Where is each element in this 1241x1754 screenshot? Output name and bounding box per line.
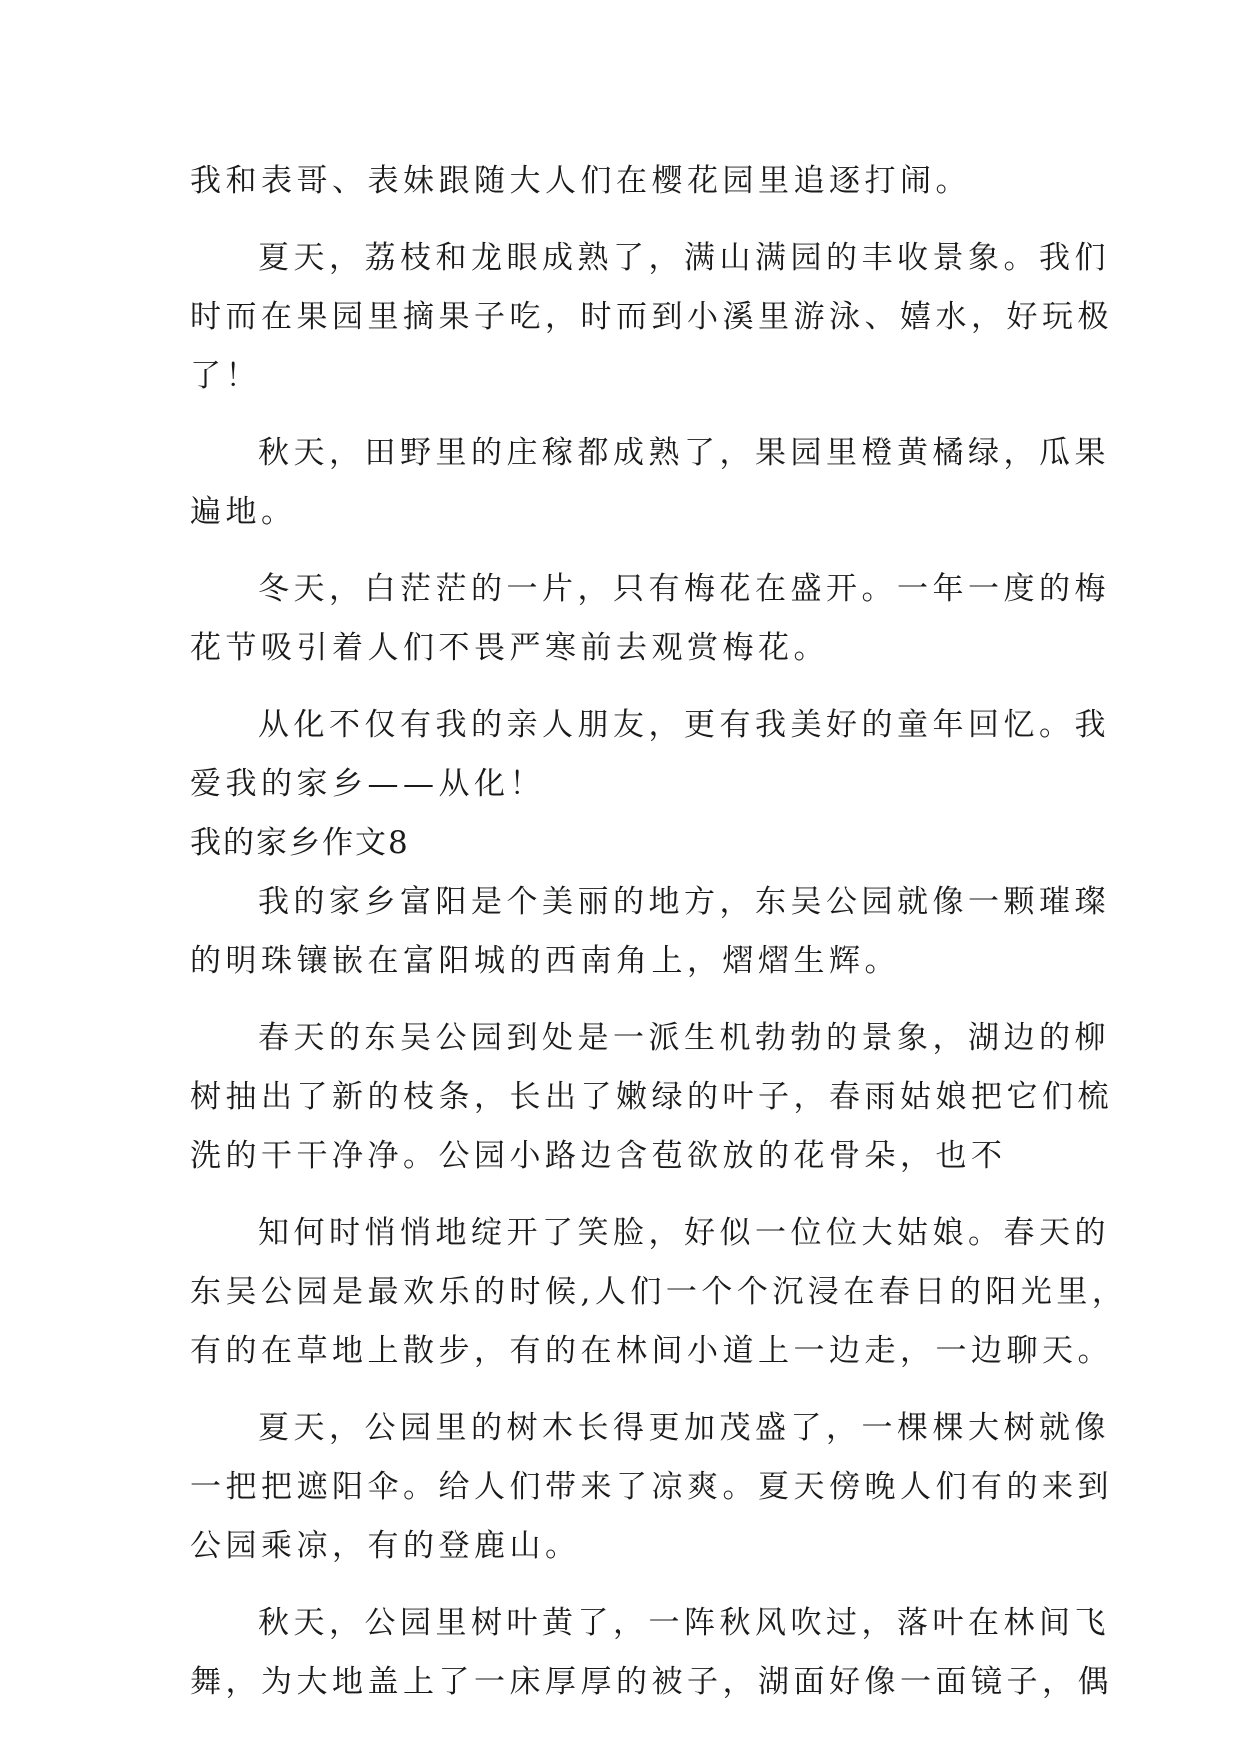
text-line: 时而在果园里摘果子吃，时而到小溪里游泳、嬉水，好玩极 <box>190 299 1113 335</box>
paragraph-start-line: 秋天，田野里的庄稼都成熟了，果园里橙黄橘绿，瓜果 <box>258 435 1110 471</box>
text-line: 了！ <box>190 358 261 394</box>
text-line: 舞，为大地盖上了一床厚厚的被子，湖面好像一面镜子，偶 <box>190 1664 1113 1700</box>
paragraph-start-line: 春天的东吴公园到处是一派生机勃勃的景象，湖边的柳 <box>258 1020 1110 1056</box>
section-title: 我的家乡作文8 <box>190 825 410 861</box>
paragraph-start-line: 秋天，公园里树叶黄了，一阵秋风吹过，落叶在林间飞 <box>258 1605 1110 1641</box>
text-line: 我和表哥、表妹跟随大人们在樱花园里追逐打闹。 <box>190 163 971 199</box>
paragraph-start-line: 知何时悄悄地绽开了笑脸，好似一位位大姑娘。春天的 <box>258 1215 1110 1251</box>
paragraph-start-line: 冬天，白茫茫的一片，只有梅花在盛开。一年一度的梅 <box>258 571 1110 607</box>
text-line: 公园乘凉，有的登鹿山。 <box>190 1528 581 1564</box>
text-line: 一把把遮阳伞。给人们带来了凉爽。夏天傍晚人们有的来到 <box>190 1469 1113 1505</box>
paragraph-start-line: 我的家乡富阳是个美丽的地方，东吴公园就像一颗璀璨 <box>258 884 1110 920</box>
paragraph-start-line: 夏天，荔枝和龙眼成熟了，满山满园的丰收景象。我们 <box>258 240 1110 276</box>
text-line: 花节吸引着人们不畏严寒前去观赏梅花。 <box>190 630 829 666</box>
paragraph-start-line: 夏天，公园里的树木长得更加茂盛了，一棵棵大树就像 <box>258 1410 1110 1446</box>
text-line: 的明珠镶嵌在富阳城的西南角上，熠熠生辉。 <box>190 943 900 979</box>
document-body <box>190 152 1128 1712</box>
text-line: 爱我的家乡——从化！ <box>190 766 545 802</box>
text-line: 东吴公园是最欢乐的时候,人们一个个沉浸在春日的阳光里， <box>190 1274 1128 1310</box>
text-line: 遍地。 <box>190 494 297 530</box>
paragraph-start-line: 从化不仅有我的亲人朋友，更有我美好的童年回忆。我 <box>258 707 1110 743</box>
text-line: 树抽出了新的枝条，长出了嫩绿的叶子，春雨姑娘把它们梳 <box>190 1079 1113 1115</box>
text-line: 有的在草地上散步，有的在林间小道上一边走，一边聊天。 <box>190 1333 1113 1369</box>
text-line: 洗的干干净净。公园小路边含苞欲放的花骨朵，也不 <box>190 1138 1007 1174</box>
